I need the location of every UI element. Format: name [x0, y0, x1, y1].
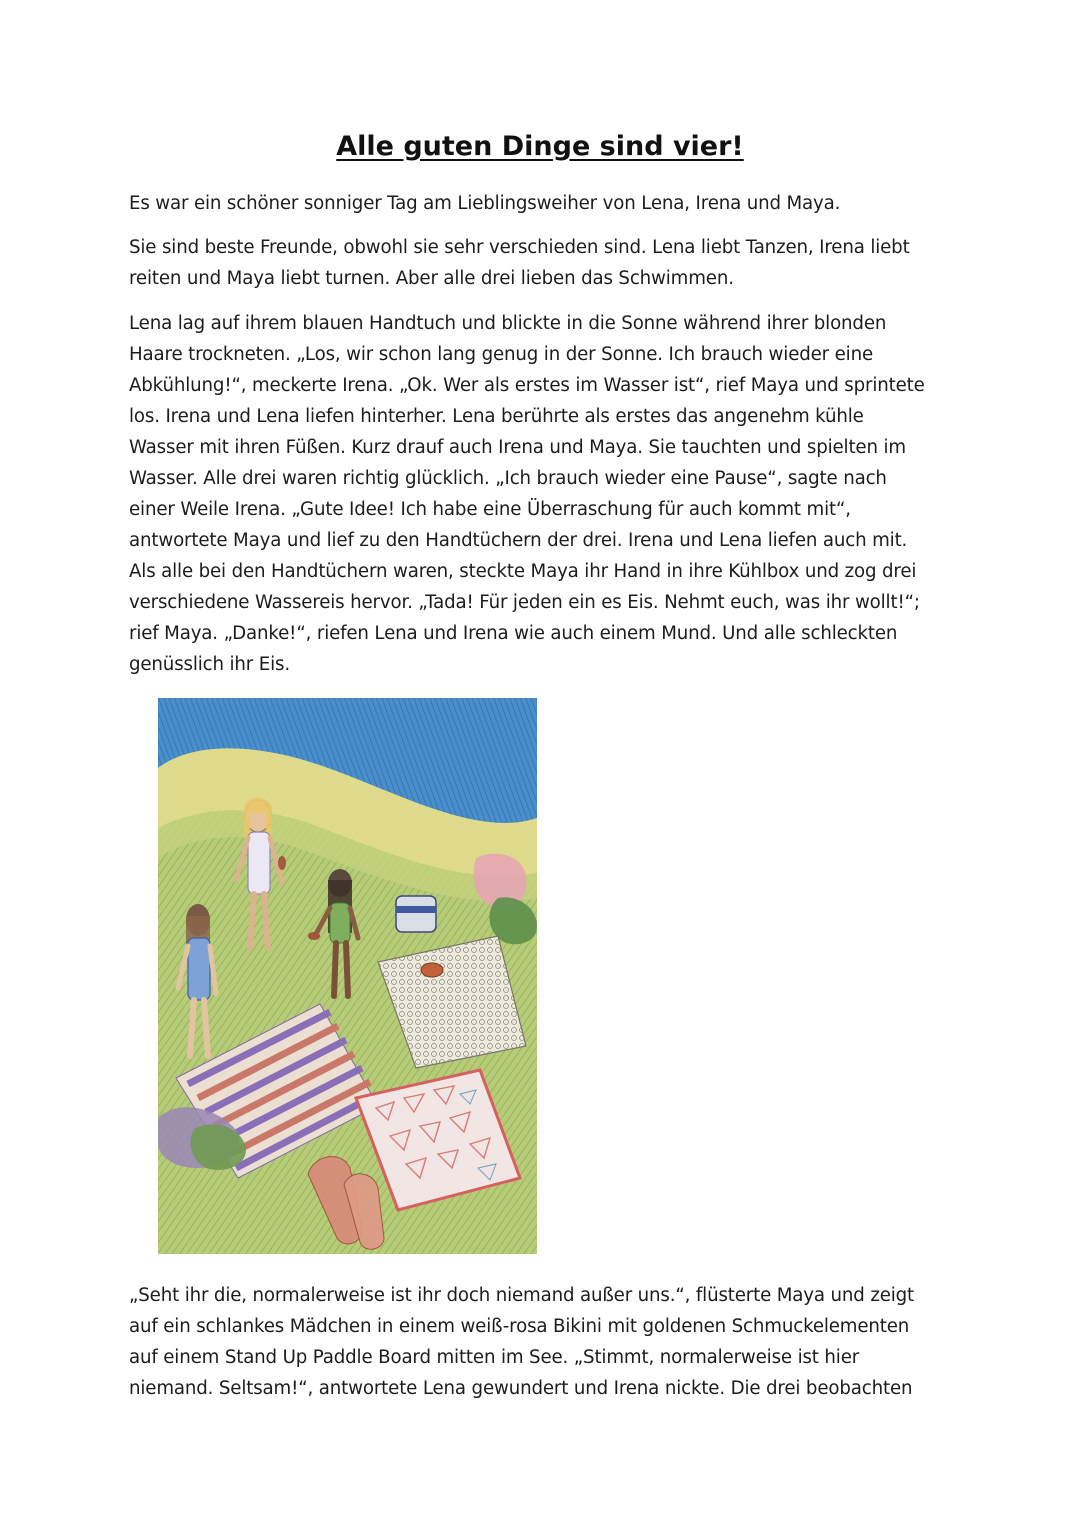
- text-line: Haare trockneten. „Los, wir schon lang genug in der Sonne. Ich brauch wieder eine: [129, 344, 873, 365]
- text-line: „Seht ihr die, normalerweise ist ihr doch niemand außer uns.“, flüsterte Maya und zeigt: [129, 1285, 915, 1306]
- text-line: rief Maya. „Danke!“, riefen Lena und Irena wie auch einem Mund. Und alle schleckten: [129, 623, 898, 644]
- story-title: Alle guten Dinge sind vier!: [336, 131, 744, 162]
- text-line: Lena lag auf ihrem blauen Handtuch und blickte in die Sonne während ihrer blonden: [129, 313, 887, 334]
- text-line: Es war ein schöner sonniger Tag am Lieblingsweiher von Lena, Irena und Maya.: [129, 193, 841, 214]
- cooler-box: [396, 896, 436, 932]
- text-line: Sie sind beste Freunde, obwohl sie sehr verschieden sind. Lena liebt Tanzen, Irena liebt: [129, 237, 910, 258]
- paragraph-4: [129, 1280, 951, 1404]
- beach-drawing-image: [158, 698, 537, 1254]
- text-line: niemand. Seltsam!“, antwortete Lena gewundert und Irena nickte. Die drei beobachten: [129, 1378, 913, 1399]
- text-line: Wasser. Alle drei waren richtig glücklich. „Ich brauch wieder eine Pause“, sagte nach: [129, 468, 887, 489]
- text-line: auf ein schlankes Mädchen in einem weiß-rosa Bikini mit goldenen Schmuckelementen: [129, 1316, 910, 1337]
- text-line: Abkühlung!“, meckerte Irena. „Ok. Wer als erstes im Wasser ist“, rief Maya und sprintete: [129, 375, 925, 396]
- text-line: auf einem Stand Up Paddle Board mitten im See. „Stimmt, normalerweise ist hier: [129, 1347, 860, 1368]
- text-line: antwortete Maya und lief zu den Handtüchern der drei. Irena und Lena liefen auch mit.: [129, 530, 908, 551]
- text-line: verschiedene Wassereis hervor. „Tada! Für jeden ein es Eis. Nehmt euch, was ihr wollt!“;: [129, 592, 920, 613]
- paragraph-1: [129, 188, 951, 219]
- paragraph-3: [129, 308, 951, 680]
- text-line: Wasser mit ihren Füßen. Kurz drauf auch Irena und Maya. Sie tauchten und spielten im: [129, 437, 906, 458]
- text-line: einer Weile Irena. „Gute Idee! Ich habe eine Überraschung für auch kommt mit“,: [129, 499, 851, 520]
- text-line: los. Irena und Lena liefen hinterher. Lena berührte als erstes das angenehm kühle: [129, 406, 864, 427]
- text-line: reiten und Maya liebt turnen. Aber alle drei lieben das Schwimmen.: [129, 268, 734, 289]
- paragraph-2: [129, 232, 951, 294]
- text-line: genüsslich ihr Eis.: [129, 654, 290, 675]
- text-line: Als alle bei den Handtüchern waren, steckte Maya ihr Hand in ihre Kühlbox und zog drei: [129, 561, 917, 582]
